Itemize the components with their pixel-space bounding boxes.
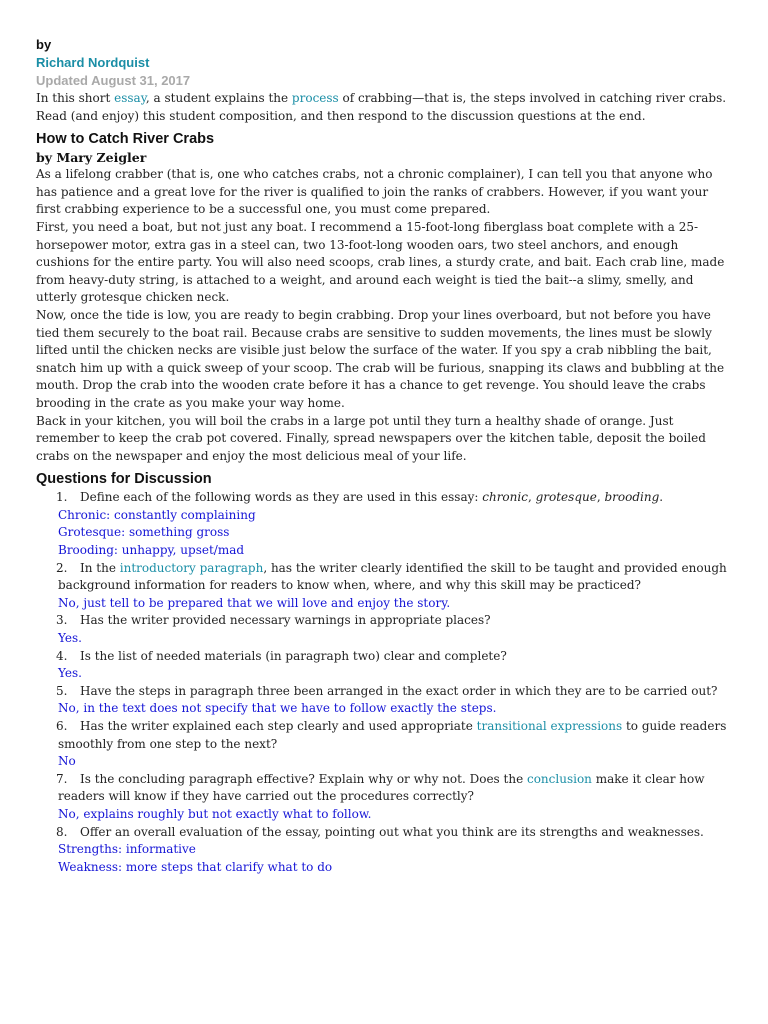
answer-2: No, just tell to be prepared that we will love and enjoy the story. — [58, 595, 451, 610]
essay-paragraph-1: As a lifelong crabber (that is, one who catches crabs, not a chronic complainer), I can tell you that anyone who has patience and a great love for the river is qualified to join the ranks of crabbers. However, if you want your first crabbing experience to be a successful one, you must come prepared. — [36, 167, 713, 217]
answer-6: No — [58, 754, 76, 769]
questions-heading: Questions for Discussion — [36, 471, 212, 488]
term-brooding: brooding — [604, 490, 660, 505]
question-number: 1. — [56, 490, 68, 505]
essay-link[interactable]: essay — [114, 91, 146, 105]
process-link[interactable]: process — [291, 91, 339, 105]
separator: , — [596, 490, 605, 505]
question-text: Has the writer provided necessary warnings in appropriate places? — [80, 613, 491, 628]
question-8 — [36, 824, 732, 842]
document-page — [36, 36, 732, 876]
answer-3: Yes. — [58, 631, 82, 646]
essay-title: How to Catch River Crabs — [36, 131, 215, 148]
question-5 — [36, 683, 732, 701]
author-link[interactable]: Richard Nordquist — [36, 55, 150, 70]
intro-paragraph — [36, 90, 732, 125]
question-text: Offer an overall evaluation of the essay, pointing out what you think are its strengths and weaknesses. — [80, 824, 704, 839]
by-label: by — [36, 37, 52, 52]
question-number: 6. — [56, 719, 68, 733]
term-chronic: chronic — [482, 490, 528, 505]
separator: , — [527, 490, 536, 505]
essay-paragraph-3: Now, once the tide is low, you are ready to begin crabbing. Drop your lines overboard, but not before you have tied them securely to the boat rail. Because crabs are sensitive to sudden movements, the lines must be slowly lifted until the chicken necks are visible just below the surface of the water. If you spy a crab nibbling the bait, snatch him up with a quick sweep of your scoop. The crab will be furious, snapping its claws and bubbling at the mouth. Drop the crab into the wooden crate before it has a chance to get revenge. You should leave the crabs brooding in the crate as you make your way home. — [36, 307, 725, 410]
answer-1a: Chronic: constantly complaining — [58, 507, 256, 522]
intro-text: , a student explains the — [145, 91, 292, 105]
question-number: 5. — [56, 683, 68, 698]
question-text: Define each of the following words as they are used in this essay: — [80, 490, 483, 505]
question-text: Is the list of needed materials (in paragraph two) clear and complete? — [80, 648, 507, 663]
term-grotesque: grotesque — [535, 490, 597, 505]
answer-8b: Weakness: more steps that clarify what to do — [58, 859, 333, 874]
question-number: 3. — [56, 613, 68, 628]
essay-paragraph-4: Back in your kitchen, you will boil the crabs in a large pot until they turn a healthy shade of orange. Just remember to keep the crab pot covered. Finally, spread newspapers over the kitchen table, deposit the boiled crabs on the newspaper and enjoy the most delicious meal of your life. — [36, 413, 706, 463]
period: . — [659, 490, 664, 505]
question-1 — [36, 489, 732, 507]
question-2 — [36, 560, 732, 595]
intro-text: of crabbing—that is, the steps involved in catching river crabs. Read (and enjoy) this student composition, and then respond to the discussion questions at the end. — [36, 91, 727, 123]
question-text: Have the steps in paragraph three been arranged in the exact order in which they are to be carried out? — [80, 683, 718, 698]
updated-date: Updated August 31, 2017 — [36, 73, 191, 88]
transitional-expressions-link[interactable]: transitional expressions — [476, 719, 623, 733]
question-number: 8. — [56, 824, 68, 839]
answer-8a: Strengths: informative — [58, 842, 196, 857]
question-text: Is the concluding paragraph effective? Explain why or why not. Does the — [80, 771, 527, 786]
essay-byline: by Mary Zeigler — [36, 150, 147, 166]
question-number: 2. — [56, 560, 68, 575]
question-number: 7. — [56, 771, 68, 786]
question-3 — [36, 612, 732, 630]
answer-5: No, in the text does not specify that we have to follow exactly the steps. — [58, 701, 497, 716]
answer-7: No, explains roughly but not exactly what to follow. — [58, 806, 372, 821]
question-7 — [36, 771, 732, 806]
question-text: , has the writer clearly identified the skill to be taught and provided enough background information for readers to know when, where, and why this skill may be practiced? — [58, 560, 727, 593]
question-number: 4. — [56, 648, 68, 663]
intro-text: In this short — [36, 91, 115, 105]
question-text: to guide readers smoothly from one step to the next? — [58, 719, 727, 751]
question-text: In the — [80, 560, 120, 575]
essay-paragraph-2: First, you need a boat, but not just any boat. I recommend a 15-foot-long fiberglass boat complete with a 25-horsepower motor, extra gas in a steel can, two 13-foot-long wooden oars, two steel anchors, and enough cushions for the entire party. You will also need scoops, crab lines, a sturdy crate, and bait. Each crab line, made from heavy-duty string, is attached to a weight, and around each weight is tied the bait--a slimy, smelly, and utterly grotesque chicken neck. — [36, 219, 725, 305]
introductory-paragraph-link[interactable]: introductory paragraph — [119, 560, 264, 575]
answer-1b: Grotesque: something gross — [58, 525, 230, 540]
question-4 — [36, 648, 732, 666]
answer-1c: Brooding: unhappy, upset/mad — [58, 543, 245, 558]
answer-4: Yes. — [58, 666, 82, 681]
question-6 — [36, 718, 732, 753]
conclusion-link[interactable]: conclusion — [526, 771, 592, 786]
question-text: make it clear how readers will know if they have carried out the procedures correctly? — [58, 771, 705, 804]
question-text: Has the writer explained each step clearly and used appropriate — [80, 719, 477, 733]
